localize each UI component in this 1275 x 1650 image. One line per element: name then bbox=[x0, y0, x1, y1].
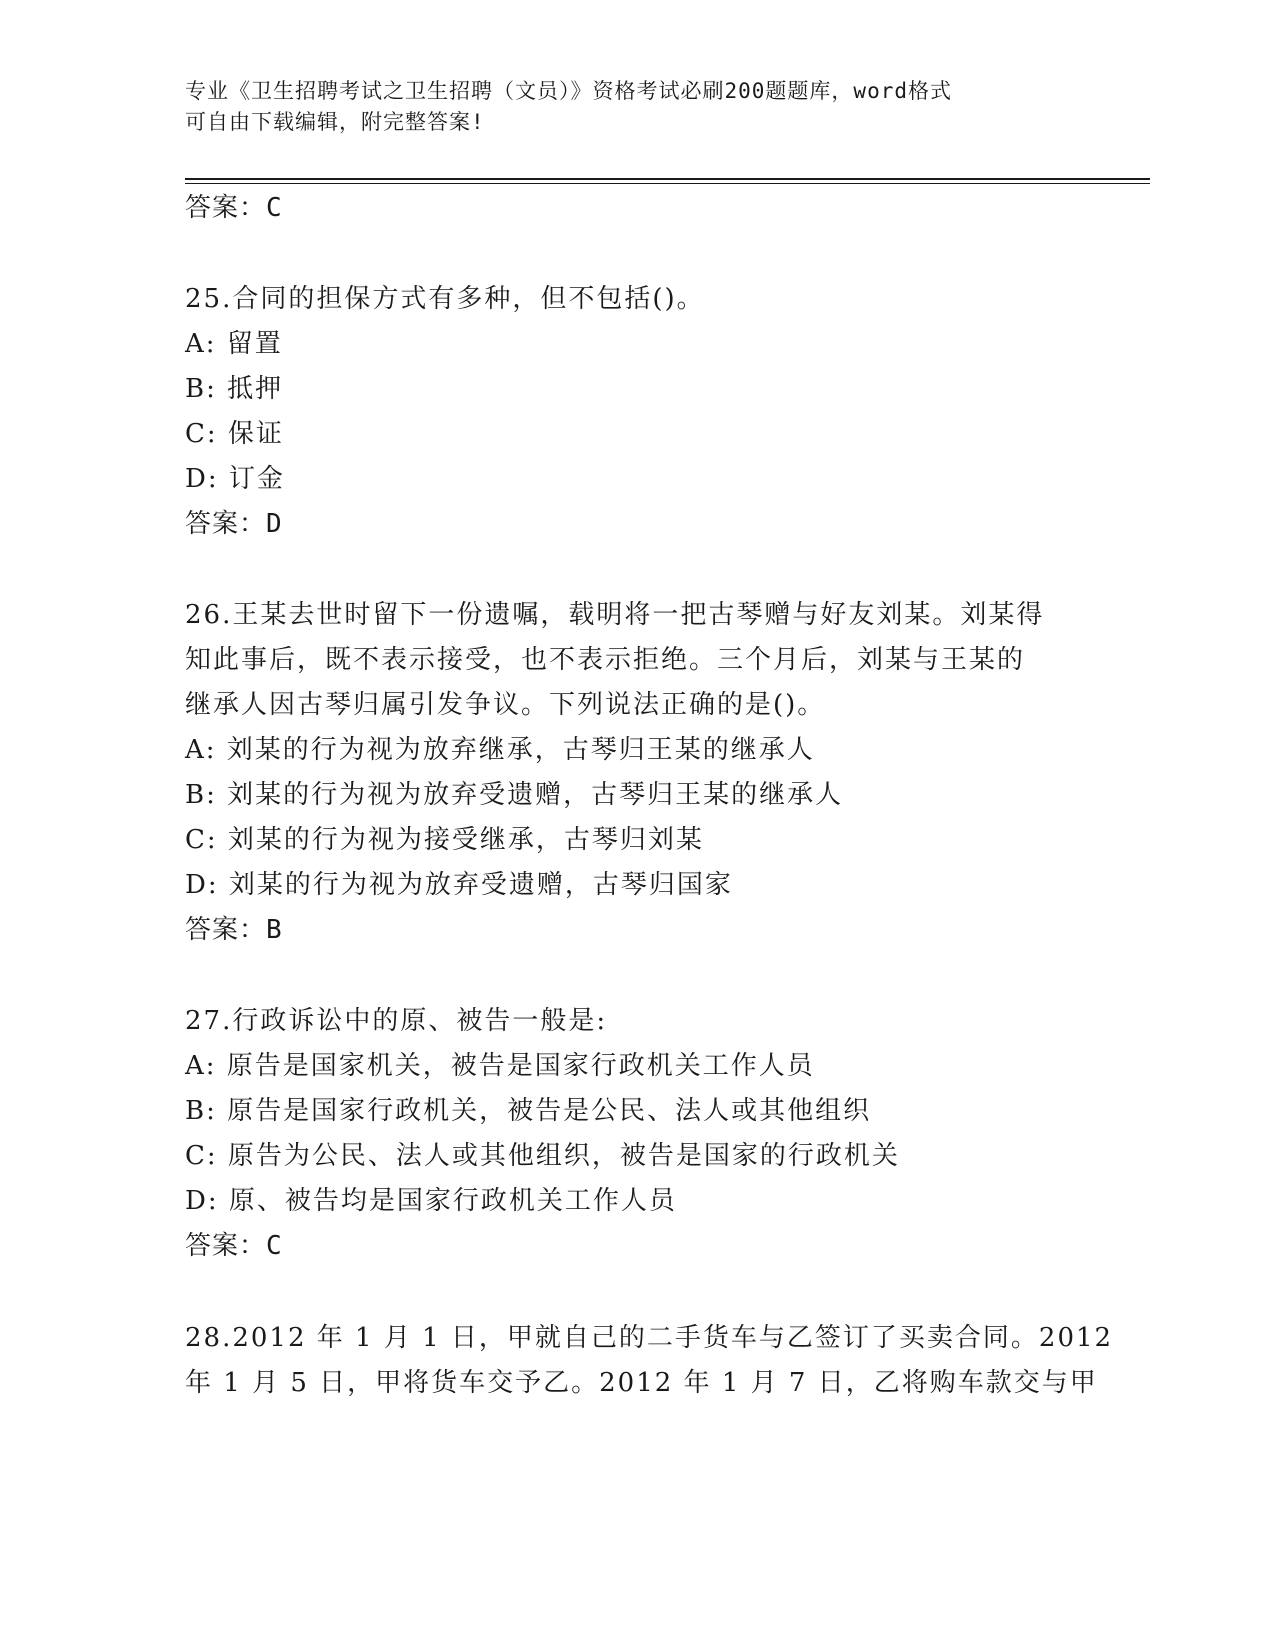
option-b: B: 抵押 bbox=[185, 374, 284, 404]
option-d: D: 原、被告均是国家行政机关工作人员 bbox=[185, 1186, 677, 1216]
question-stem: 27.行政诉讼中的原、被告一般是: bbox=[185, 1006, 608, 1036]
question-26 bbox=[185, 593, 1145, 953]
option-b: B: 原告是国家行政机关，被告是公民、法人或其他组织 bbox=[185, 1096, 872, 1126]
question-list bbox=[185, 186, 1145, 1406]
option-c: C: 原告为公民、法人或其他组织，被告是国家的行政机关 bbox=[185, 1141, 900, 1171]
answer-label: 答案： bbox=[185, 509, 267, 539]
header-line-1: 专业《卫生招聘考试之卫生招聘（文员）》资格考试必刷200题题库，word格式 bbox=[185, 79, 952, 103]
question-stem: 25.合同的担保方式有多种，但不包括()。 bbox=[185, 284, 705, 314]
answer-label: 答案： bbox=[185, 1231, 267, 1261]
question-stem-line-3: 继承人因古琴归属引发争议。下列说法正确的是()。 bbox=[185, 690, 826, 720]
header-rule-thin bbox=[185, 183, 1150, 184]
option-b: B: 刘某的行为视为放弃受遗赠，古琴归王某的继承人 bbox=[185, 780, 844, 810]
question-stem-line-1: 28.2012 年 1 月 1 日，甲就自己的二手货车与乙签订了买卖合同。2012 bbox=[185, 1323, 1114, 1353]
answer-value: D bbox=[266, 509, 283, 539]
option-a: A: 原告是国家机关，被告是国家行政机关工作人员 bbox=[185, 1051, 815, 1081]
option-d: D: 刘某的行为视为放弃受遗赠，古琴归国家 bbox=[185, 870, 733, 900]
question-answer bbox=[185, 1224, 1145, 1269]
document-header bbox=[185, 76, 1065, 138]
option-d: D: 订金 bbox=[185, 464, 285, 494]
answer-label: 答案： bbox=[185, 193, 267, 223]
question-28 bbox=[185, 1316, 1145, 1406]
option-a: A: 刘某的行为视为放弃继承，古琴归王某的继承人 bbox=[185, 735, 815, 765]
option-a: A: 留置 bbox=[185, 329, 283, 359]
question-25 bbox=[185, 277, 1145, 547]
question-stem-line-2: 知此事后，既不表示接受，也不表示拒绝。三个月后，刘某与王某的 bbox=[185, 645, 1026, 675]
question-answer bbox=[185, 908, 1145, 953]
question-27 bbox=[185, 999, 1145, 1269]
answer-label: 答案： bbox=[185, 915, 267, 945]
answer-value: C bbox=[266, 1231, 283, 1261]
question-stem-line-1: 26.王某去世时留下一份遗嘱，载明将一把古琴赠与好友刘某。刘某得 bbox=[185, 600, 1045, 630]
header-rule-thick bbox=[185, 178, 1150, 180]
previous-answer bbox=[185, 186, 1145, 231]
answer-value: B bbox=[266, 915, 283, 945]
answer-value: C bbox=[266, 193, 283, 223]
question-answer bbox=[185, 502, 1145, 547]
option-c: C: 保证 bbox=[185, 419, 284, 449]
option-c: C: 刘某的行为视为接受继承，古琴归刘某 bbox=[185, 825, 704, 855]
question-stem-line-2: 年 1 月 5 日，甲将货车交予乙。2012 年 1 月 7 日，乙将购车款交与甲 bbox=[185, 1368, 1098, 1398]
header-line-2: 可自由下载编辑，附完整答案! bbox=[185, 110, 485, 134]
